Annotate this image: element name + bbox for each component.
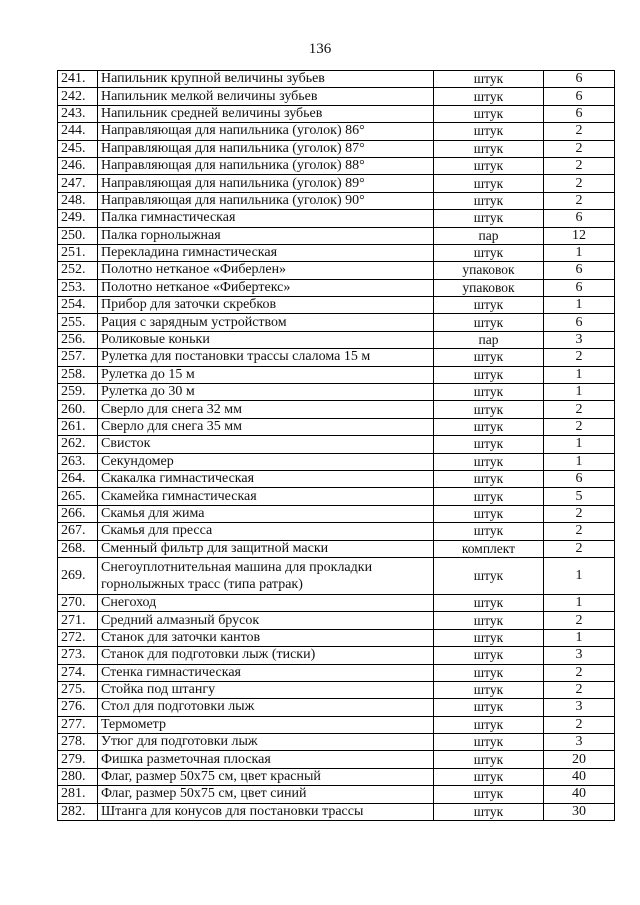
row-number: 258. <box>58 366 98 383</box>
table-row <box>58 297 615 314</box>
table-row <box>58 716 615 733</box>
table-row <box>58 157 615 174</box>
table-row <box>58 557 615 594</box>
item-quantity: 6 <box>544 71 615 88</box>
row-number: 279. <box>58 751 98 768</box>
row-number: 261. <box>58 418 98 435</box>
item-name: Направляющая для напильника (уголок) 88° <box>98 157 434 174</box>
item-quantity: 1 <box>544 436 615 453</box>
item-name: Флаг, размер 50х75 см, цвет красный <box>98 768 434 785</box>
table-row <box>58 734 615 751</box>
item-unit: штук <box>434 557 544 594</box>
item-unit: пар <box>434 227 544 244</box>
item-quantity: 6 <box>544 279 615 296</box>
item-name: Перекладина гимнастическая <box>98 244 434 261</box>
table-row <box>58 210 615 227</box>
row-number: 259. <box>58 384 98 401</box>
table-row <box>58 681 615 698</box>
row-number: 254. <box>58 297 98 314</box>
table-row <box>58 803 615 820</box>
item-quantity: 3 <box>544 331 615 348</box>
row-number: 243. <box>58 105 98 122</box>
item-quantity: 1 <box>544 557 615 594</box>
item-name: Прибор для заточки скребков <box>98 297 434 314</box>
item-quantity: 2 <box>544 175 615 192</box>
item-unit: штук <box>434 734 544 751</box>
item-name: Направляющая для напильника (уголок) 87° <box>98 140 434 157</box>
item-name: Скакалка гимнастическая <box>98 470 434 487</box>
item-name: Свисток <box>98 436 434 453</box>
row-number: 241. <box>58 71 98 88</box>
item-quantity: 1 <box>544 594 615 611</box>
item-name: Снегоход <box>98 594 434 611</box>
table-row <box>58 401 615 418</box>
item-unit: штук <box>434 244 544 261</box>
item-quantity: 6 <box>544 88 615 105</box>
row-number: 271. <box>58 612 98 629</box>
item-quantity: 6 <box>544 105 615 122</box>
item-name: Стол для подготовки лыж <box>98 699 434 716</box>
item-quantity: 2 <box>544 523 615 540</box>
item-quantity: 20 <box>544 751 615 768</box>
table-row <box>58 786 615 803</box>
item-name: Утюг для подготовки лыж <box>98 734 434 751</box>
item-unit: штук <box>434 349 544 366</box>
table-row <box>58 244 615 261</box>
row-number: 257. <box>58 349 98 366</box>
item-name: Направляющая для напильника (уголок) 89° <box>98 175 434 192</box>
item-unit: штук <box>434 71 544 88</box>
item-quantity: 2 <box>544 401 615 418</box>
row-number: 276. <box>58 699 98 716</box>
table-row <box>58 612 615 629</box>
row-number: 260. <box>58 401 98 418</box>
row-number: 249. <box>58 210 98 227</box>
item-unit: штук <box>434 470 544 487</box>
item-unit: штук <box>434 505 544 522</box>
item-name: Палка горнолыжная <box>98 227 434 244</box>
item-unit: пар <box>434 331 544 348</box>
item-quantity: 1 <box>544 297 615 314</box>
row-number: 267. <box>58 523 98 540</box>
row-number: 269. <box>58 557 98 594</box>
item-quantity: 40 <box>544 768 615 785</box>
row-number: 275. <box>58 681 98 698</box>
item-name: Флаг, размер 50х75 см, цвет синий <box>98 786 434 803</box>
item-quantity: 1 <box>544 366 615 383</box>
item-name: Скамья для жима <box>98 505 434 522</box>
item-quantity: 2 <box>544 505 615 522</box>
item-quantity: 3 <box>544 734 615 751</box>
table-row <box>58 523 615 540</box>
item-name: Рация с зарядным устройством <box>98 314 434 331</box>
table-row <box>58 768 615 785</box>
item-unit: штук <box>434 401 544 418</box>
item-quantity: 6 <box>544 210 615 227</box>
table-row <box>58 594 615 611</box>
item-name: Снегоуплотнительная машина для прокладки горнолыжных трасс (типа ратрак) <box>98 557 434 594</box>
item-unit: штук <box>434 453 544 470</box>
item-name: Полотно нетканое «Фиберлен» <box>98 262 434 279</box>
item-unit: штук <box>434 123 544 140</box>
item-name: Рулетка до 30 м <box>98 384 434 401</box>
item-quantity: 2 <box>544 716 615 733</box>
table-row <box>58 279 615 296</box>
item-quantity: 2 <box>544 140 615 157</box>
item-unit: штук <box>434 681 544 698</box>
item-unit: штук <box>434 768 544 785</box>
item-name: Термометр <box>98 716 434 733</box>
item-unit: штук <box>434 192 544 209</box>
table-row <box>58 436 615 453</box>
table-row <box>58 227 615 244</box>
item-quantity: 5 <box>544 488 615 505</box>
table-row <box>58 366 615 383</box>
item-name: Полотно нетканое «Фибертекс» <box>98 279 434 296</box>
item-name: Фишка разметочная плоская <box>98 751 434 768</box>
row-number: 250. <box>58 227 98 244</box>
row-number: 274. <box>58 664 98 681</box>
table-row <box>58 647 615 664</box>
item-name: Станок для подготовки лыж (тиски) <box>98 647 434 664</box>
table-row <box>58 314 615 331</box>
table-row <box>58 349 615 366</box>
table-row <box>58 88 615 105</box>
table-row <box>58 751 615 768</box>
row-number: 244. <box>58 123 98 140</box>
item-name: Сверло для снега 32 мм <box>98 401 434 418</box>
item-quantity: 2 <box>544 681 615 698</box>
table-row <box>58 488 615 505</box>
item-unit: штук <box>434 523 544 540</box>
item-quantity: 1 <box>544 453 615 470</box>
item-quantity: 2 <box>544 349 615 366</box>
item-unit: штук <box>434 157 544 174</box>
item-name: Напильник крупной величины зубьев <box>98 71 434 88</box>
item-quantity: 30 <box>544 803 615 820</box>
item-name: Напильник средней величины зубьев <box>98 105 434 122</box>
item-name: Палка гимнастическая <box>98 210 434 227</box>
item-quantity: 1 <box>544 629 615 646</box>
item-unit: штук <box>434 418 544 435</box>
row-number: 246. <box>58 157 98 174</box>
row-number: 280. <box>58 768 98 785</box>
row-number: 253. <box>58 279 98 296</box>
item-unit: штук <box>434 716 544 733</box>
table-row <box>58 140 615 157</box>
item-unit: штук <box>434 384 544 401</box>
row-number: 265. <box>58 488 98 505</box>
item-unit: штук <box>434 664 544 681</box>
row-number: 256. <box>58 331 98 348</box>
table-row <box>58 192 615 209</box>
item-unit: упаковок <box>434 279 544 296</box>
item-unit: штук <box>434 786 544 803</box>
table-row <box>58 505 615 522</box>
row-number: 270. <box>58 594 98 611</box>
table-row <box>58 699 615 716</box>
row-number: 248. <box>58 192 98 209</box>
item-name: Секундомер <box>98 453 434 470</box>
table-row <box>58 629 615 646</box>
item-quantity: 12 <box>544 227 615 244</box>
item-unit: штук <box>434 297 544 314</box>
row-number: 251. <box>58 244 98 261</box>
row-number: 281. <box>58 786 98 803</box>
item-name: Роликовые коньки <box>98 331 434 348</box>
row-number: 264. <box>58 470 98 487</box>
item-name: Средний алмазный брусок <box>98 612 434 629</box>
item-name: Станок для заточки кантов <box>98 629 434 646</box>
item-unit: штук <box>434 612 544 629</box>
item-unit: штук <box>434 105 544 122</box>
item-name: Стенка гимнастическая <box>98 664 434 681</box>
item-unit: штук <box>434 803 544 820</box>
item-quantity: 2 <box>544 664 615 681</box>
item-unit: комплект <box>434 540 544 557</box>
item-name: Сменный фильтр для защитной маски <box>98 540 434 557</box>
item-quantity: 3 <box>544 647 615 664</box>
item-unit: штук <box>434 175 544 192</box>
table-row <box>58 384 615 401</box>
item-name: Стойка под штангу <box>98 681 434 698</box>
row-number: 262. <box>58 436 98 453</box>
table-row <box>58 418 615 435</box>
item-quantity: 6 <box>544 470 615 487</box>
row-number: 268. <box>58 540 98 557</box>
item-quantity: 6 <box>544 262 615 279</box>
item-name: Скамья для пресса <box>98 523 434 540</box>
table-row <box>58 331 615 348</box>
item-name: Скамейка гимнастическая <box>98 488 434 505</box>
item-name: Рулетка для постановки трассы слалома 15 м <box>98 349 434 366</box>
table-row <box>58 470 615 487</box>
table-row <box>58 105 615 122</box>
item-quantity: 40 <box>544 786 615 803</box>
table-row <box>58 262 615 279</box>
row-number: 263. <box>58 453 98 470</box>
table-row <box>58 453 615 470</box>
item-unit: штук <box>434 488 544 505</box>
item-unit: штук <box>434 751 544 768</box>
table-row <box>58 175 615 192</box>
item-unit: штук <box>434 629 544 646</box>
row-number: 278. <box>58 734 98 751</box>
item-quantity: 1 <box>544 384 615 401</box>
item-name: Штанга для конусов для постановки трассы <box>98 803 434 820</box>
item-unit: штук <box>434 210 544 227</box>
equipment-table <box>57 70 615 821</box>
item-quantity: 3 <box>544 699 615 716</box>
item-name: Рулетка до 15 м <box>98 366 434 383</box>
row-number: 282. <box>58 803 98 820</box>
item-unit: штук <box>434 366 544 383</box>
item-quantity: 2 <box>544 192 615 209</box>
item-unit: штук <box>434 314 544 331</box>
row-number: 273. <box>58 647 98 664</box>
item-quantity: 6 <box>544 314 615 331</box>
table-row <box>58 664 615 681</box>
item-unit: упаковок <box>434 262 544 279</box>
item-quantity: 2 <box>544 157 615 174</box>
item-unit: штук <box>434 140 544 157</box>
table-row <box>58 540 615 557</box>
item-name: Направляющая для напильника (уголок) 86° <box>98 123 434 140</box>
item-unit: штук <box>434 647 544 664</box>
row-number: 277. <box>58 716 98 733</box>
item-quantity: 2 <box>544 418 615 435</box>
row-number: 242. <box>58 88 98 105</box>
item-quantity: 1 <box>544 244 615 261</box>
row-number: 252. <box>58 262 98 279</box>
row-number: 255. <box>58 314 98 331</box>
item-name: Напильник мелкой величины зубьев <box>98 88 434 105</box>
row-number: 266. <box>58 505 98 522</box>
item-quantity: 2 <box>544 540 615 557</box>
item-name: Сверло для снега 35 мм <box>98 418 434 435</box>
item-unit: штук <box>434 699 544 716</box>
item-name: Направляющая для напильника (уголок) 90° <box>98 192 434 209</box>
item-unit: штук <box>434 436 544 453</box>
page-number: 136 <box>308 41 332 57</box>
row-number: 272. <box>58 629 98 646</box>
item-quantity: 2 <box>544 612 615 629</box>
item-unit: штук <box>434 88 544 105</box>
item-unit: штук <box>434 594 544 611</box>
table-row <box>58 71 615 88</box>
item-quantity: 2 <box>544 123 615 140</box>
row-number: 245. <box>58 140 98 157</box>
row-number: 247. <box>58 175 98 192</box>
table-body <box>58 71 615 821</box>
table-row <box>58 123 615 140</box>
